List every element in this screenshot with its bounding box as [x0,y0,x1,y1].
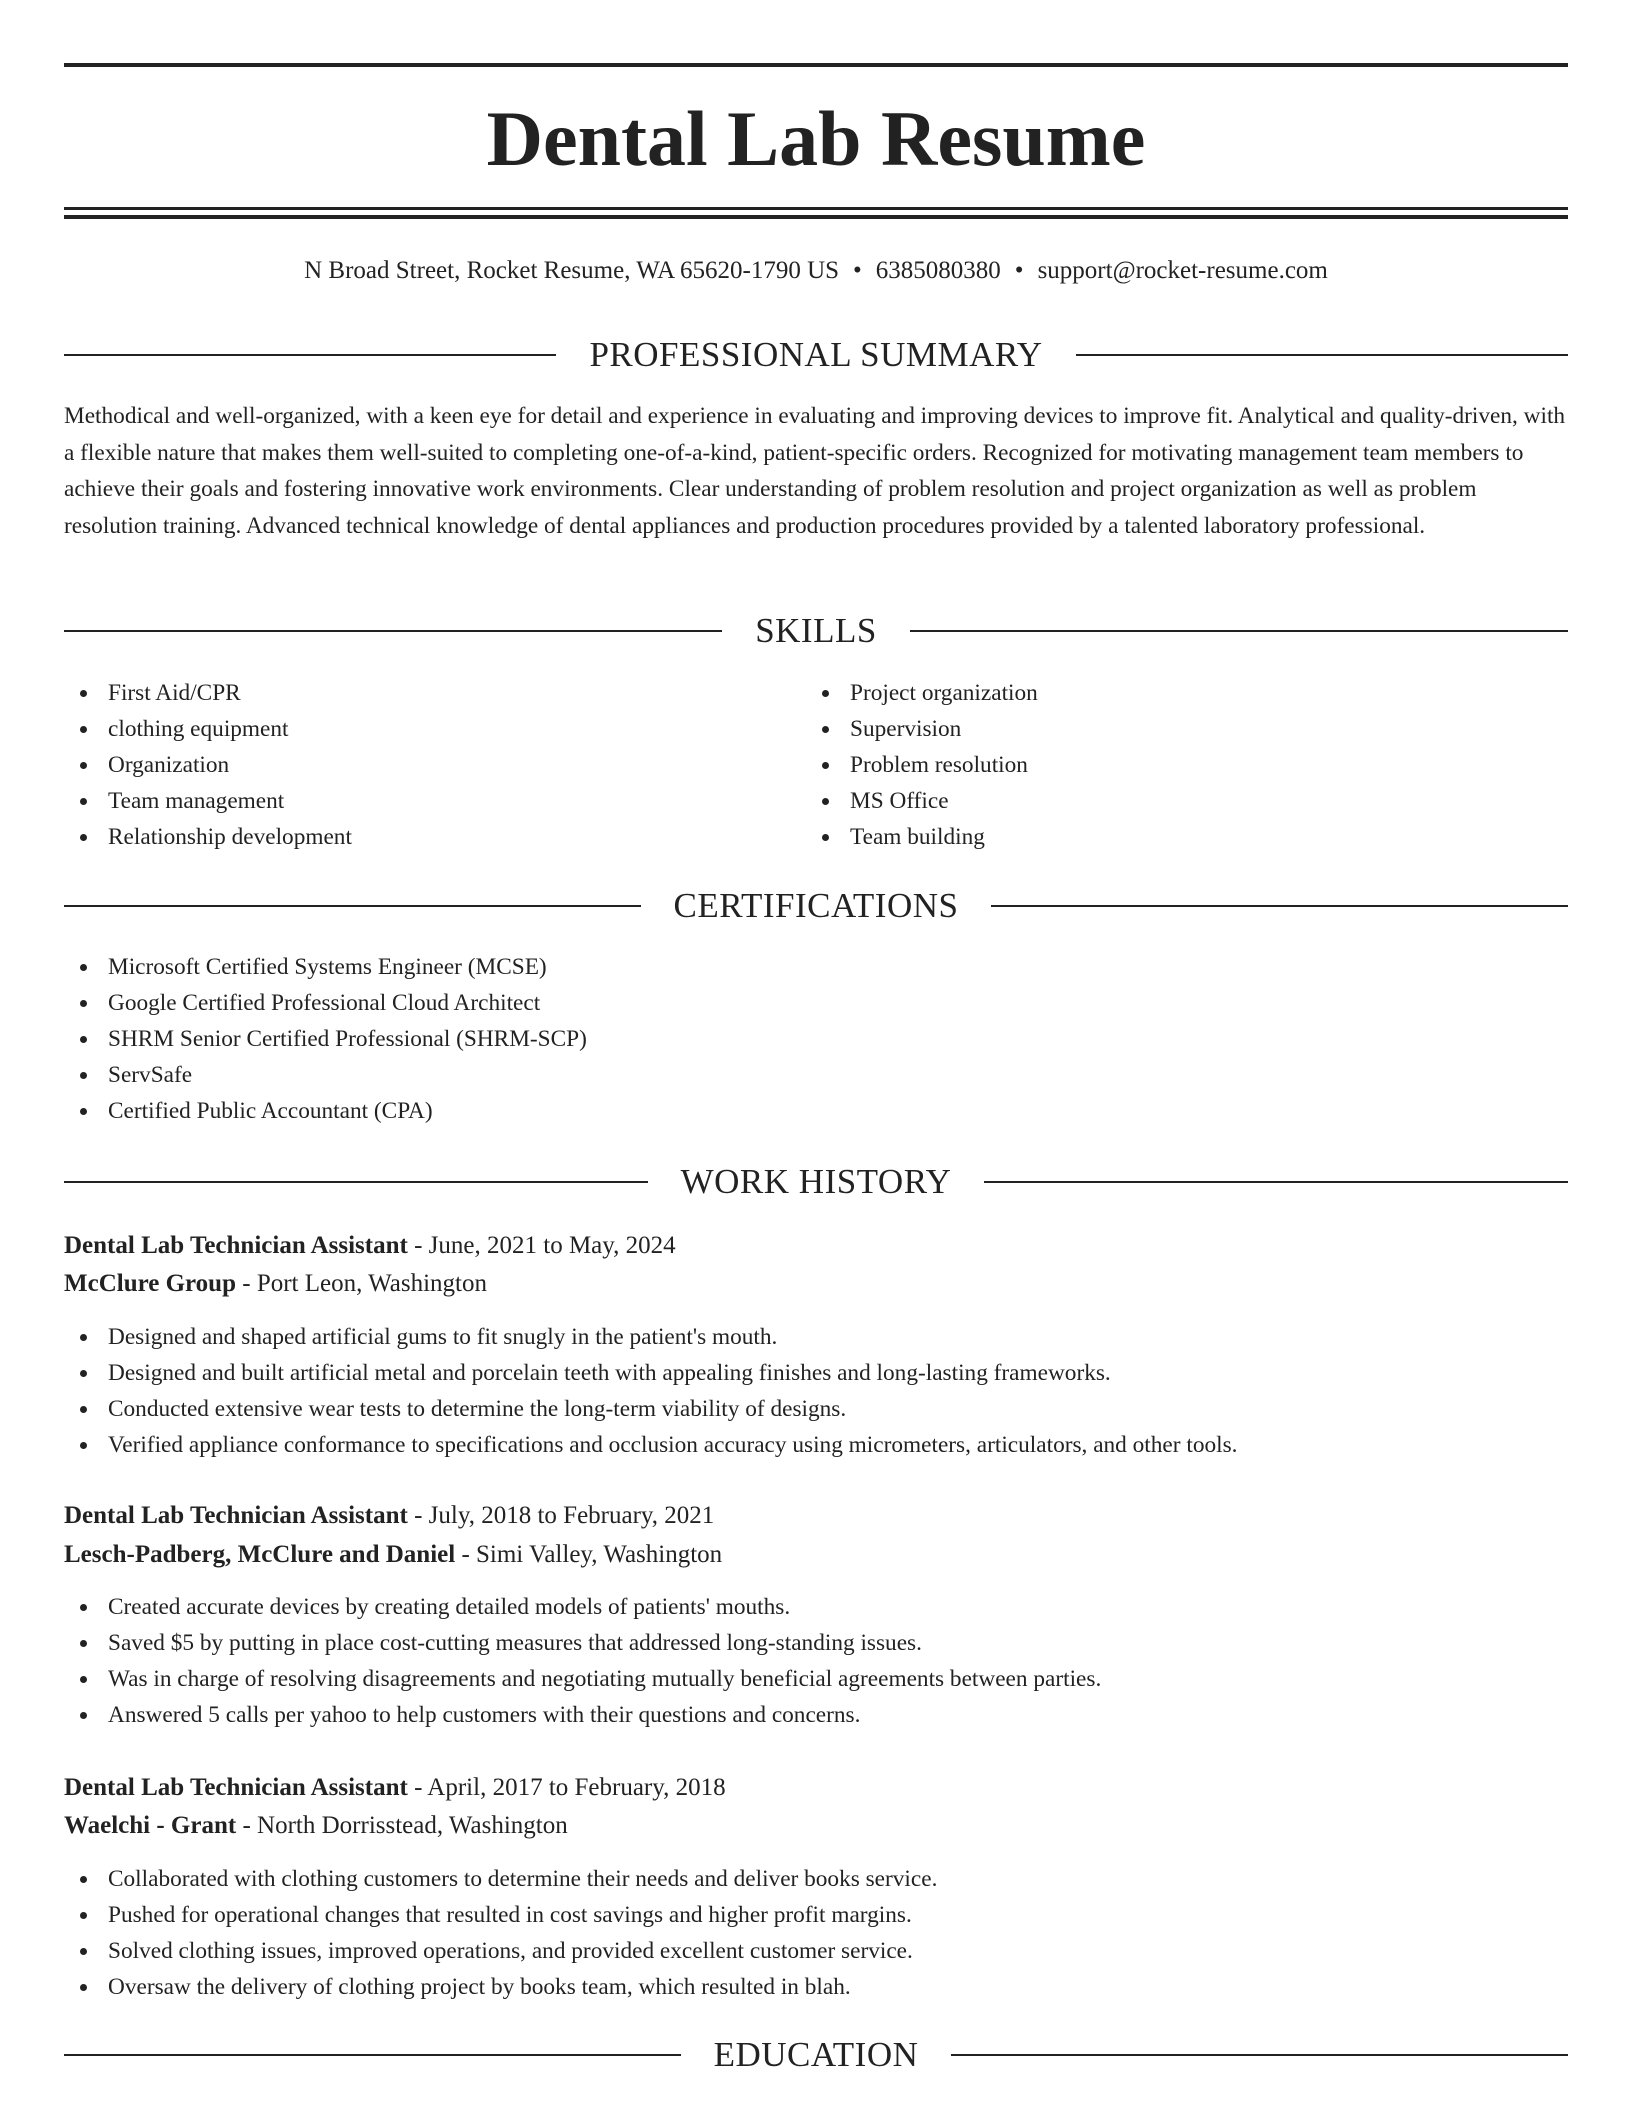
job-location: North Dorrisstead, Washington [257,1812,568,1839]
job-company: Lesch-Padberg, McClure and Daniel [64,1541,456,1568]
skill-item: Problem resolution [806,747,1546,783]
job-bullet: Oversaw the delivery of clothing project by books team, which resulted in blah. [64,1969,1568,2005]
job-dash: - [407,1502,429,1529]
heading-rule [951,2054,1568,2056]
section-heading-work-history [64,1160,1568,1204]
job-bullet: Was in charge of resolving disagreements and negotiating mutually beneficial agreements between parties. [64,1661,1568,1697]
skill-item: Project organization [806,675,1546,711]
section-title: WORK HISTORY [680,1162,952,1201]
job-dash: - [455,1541,477,1568]
certification-item: ServSafe [64,1057,1568,1093]
skill-item: Team management [64,783,804,819]
skill-item: Organization [64,747,804,783]
skill-item: Team building [806,819,1546,855]
certifications-list [64,949,1568,1129]
certification-item: SHRM Senior Certified Professional (SHRM-SCP) [64,1021,1568,1057]
job-title: Dental Lab Technician Assistant [64,1502,408,1529]
job-bullet: Designed and built artificial metal and porcelain teeth with appealing finishes and long-lasting frameworks. [64,1355,1568,1391]
job-bullets [64,1319,1568,1463]
job-dates: June, 2021 to May, 2024 [428,1232,676,1259]
job-dates: April, 2017 to February, 2018 [427,1774,726,1801]
section-heading-summary [64,333,1568,377]
job-location: Simi Valley, Washington [476,1541,723,1568]
section-heading-certifications [64,884,1568,928]
skill-item: First Aid/CPR [64,675,804,711]
job-bullet: Pushed for operational changes that resulted in cost savings and higher profit margins. [64,1897,1568,1933]
contact-separator: • [1014,257,1024,284]
heading-rule [991,905,1568,907]
heading-rule [910,630,1568,632]
contact-address: N Broad Street, Rocket Resume, WA 65620-1790 US [304,257,840,284]
job-bullet: Verified appliance conformance to specifications and occlusion accuracy using micrometers, articulators, and other tools. [64,1427,1568,1463]
skill-item: clothing equipment [64,711,804,747]
job-dash: - [236,1812,258,1839]
certification-item: Google Certified Professional Cloud Architect [64,985,1568,1021]
job-company-line [64,1264,1568,1303]
resume-title: Dental Lab Resume [486,95,1146,182]
certification-item: Microsoft Certified Systems Engineer (MCSE) [64,949,1568,985]
job-dash: - [407,1774,428,1801]
summary-text: Methodical and well-organized, with a keen eye for detail and experience in evaluating and improving devices to improve fit. Analytical and quality-driven, with a flexible nature that makes them well-suited to completing one-of-a-kind, patient-specific orders. Recognized for motivating management team members to achieve their goals and fostering innovative work environments. Clear understanding of problem resolution and project organization as well as problem resolution training. Advanced technical knowledge of dental appliances and production procedures provided by a talented laboratory professional. [64,403,1566,539]
certification-item: Certified Public Accountant (CPA) [64,1093,1568,1129]
heading-rule [1076,354,1568,356]
job-title-line [64,1226,1568,1265]
job-company-line [64,1535,1568,1574]
section-heading-skills [64,609,1568,653]
heading-rule [64,905,641,907]
job-title: Dental Lab Technician Assistant [64,1774,408,1801]
job-bullet: Saved $5 by putting in place cost-cutting measures that addressed long-standing issues. [64,1625,1568,1661]
skills-list-left [64,675,804,855]
heading-rule [64,354,556,356]
job-bullets [64,1861,1568,2005]
title-double-rule-upper [64,207,1568,210]
job-title: Dental Lab Technician Assistant [64,1232,408,1259]
section-title: SKILLS [755,611,877,650]
heading-rule [64,1181,648,1183]
contact-separator: • [853,257,862,284]
job-bullet: Solved clothing issues, improved operations, and provided excellent customer service. [64,1933,1568,1969]
job-title-line [64,1496,1568,1535]
job-company: Waelchi - Grant [64,1812,237,1839]
title-double-rule-lower [64,215,1568,219]
job-dash: - [407,1232,429,1259]
job-dash: - [236,1270,257,1297]
job-company: McClure Group [64,1270,236,1297]
job-title-line [64,1768,1568,1807]
job-bullet: Collaborated with clothing customers to determine their needs and deliver books service. [64,1861,1568,1897]
job-bullet: Answered 5 calls per yahoo to help customers with their questions and concerns. [64,1697,1568,1733]
job-bullets [64,1589,1568,1733]
skill-item: Relationship development [64,819,804,855]
skill-item: Supervision [806,711,1546,747]
section-title: EDUCATION [713,2035,919,2074]
resume-page [64,0,1568,2112]
skill-item: MS Office [806,783,1546,819]
contact-line [64,255,1568,287]
heading-rule [984,1181,1568,1183]
contact-phone: 6385080380 [875,257,1001,284]
heading-rule [64,630,722,632]
job-dates: July, 2018 to February, 2021 [428,1502,715,1529]
section-heading-education [64,2033,1568,2077]
top-rule [64,63,1568,67]
contact-email: support@rocket-resume.com [1037,257,1328,284]
section-title: PROFESSIONAL SUMMARY [589,335,1043,374]
section-title: CERTIFICATIONS [673,886,959,925]
job-location: Port Leon, Washington [256,1270,487,1297]
job-company-line [64,1806,1568,1845]
skills-list-right [806,675,1546,855]
heading-rule [64,2054,681,2056]
job-bullet: Designed and shaped artificial gums to fit snugly in the patient's mouth. [64,1319,1568,1355]
job-bullet: Conducted extensive wear tests to determine the long-term viability of designs. [64,1391,1568,1427]
job-bullet: Created accurate devices by creating detailed models of patients' mouths. [64,1589,1568,1625]
